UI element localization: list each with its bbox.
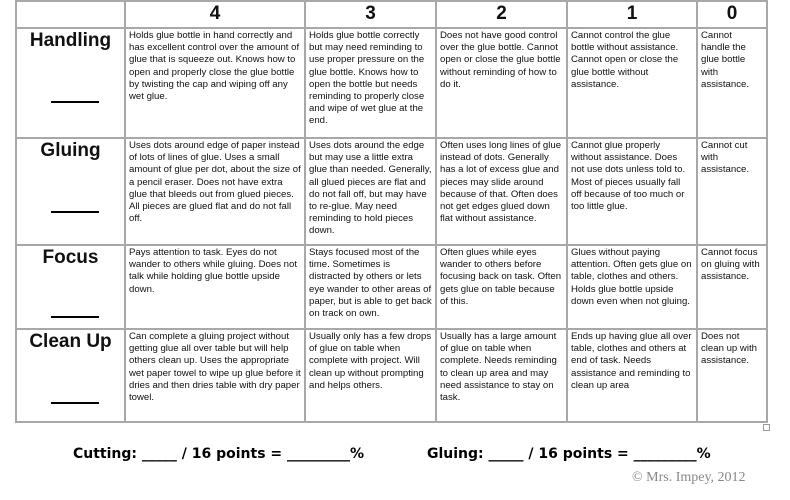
category-cell bbox=[16, 329, 125, 422]
category-cell bbox=[16, 138, 125, 245]
header-blank bbox=[16, 1, 125, 28]
score-blank bbox=[51, 316, 99, 318]
header-score-0: 0 bbox=[697, 1, 767, 28]
cell: Holds glue bottle in hand correctly and has excellent control over the amount of glue that is squeeze out. Knows how to open and properly close the glue bottle by twisting the cap and wiping off any wet glue. bbox=[125, 28, 305, 138]
cell: Usually has a large amount of glue on table when complete. Needs reminding to clean up area and may need assistance to stay on task. bbox=[436, 329, 567, 422]
table-row bbox=[16, 28, 767, 138]
cell: Cannot glue properly without assistance. Does not use dots unless told to. Most of pieces usually fall off because of too much or too little glue. bbox=[567, 138, 697, 245]
category-name: Gluing bbox=[40, 140, 101, 161]
cell: Glues without paying attention. Often gets glue on table, clothes and others. Holds glue bottle upside down even when not gluing. bbox=[567, 245, 697, 329]
category-name: Focus bbox=[42, 247, 99, 268]
cell: Can complete a gluing project without getting glue all over table but will help others clean up. Uses the appropriate wet paper towel to wipe up glue before it dries and then dries table with dry paper towel. bbox=[125, 329, 305, 422]
table-row bbox=[16, 245, 767, 329]
cell: Cannot cut with assistance. bbox=[697, 138, 767, 245]
cell: Stays focused most of the time. Sometimes is distracted by others or lets eye wander to other areas of paper, but is able to get back on track on own. bbox=[305, 245, 436, 329]
cell: Holds glue bottle correctly but may need reminding to use proper pressure on the glue bottle. Knows how to open the bottle but needs reminding to properly close and wipe of wet glue at the end. bbox=[305, 28, 436, 138]
table-row bbox=[16, 138, 767, 245]
header-row bbox=[16, 1, 767, 28]
table-resize-handle[interactable] bbox=[763, 424, 770, 431]
cell: Does not clean up with assistance. bbox=[697, 329, 767, 422]
header-score-2: 2 bbox=[436, 1, 567, 28]
cell: Pays attention to task. Eyes do not wander to others while gluing. Does not talk while holding glue bottle upside down. bbox=[125, 245, 305, 329]
category-name: Clean Up bbox=[29, 331, 112, 352]
cell: Cannot control the glue bottle without assistance. Cannot open or close the glue bottle without assistance. bbox=[567, 28, 697, 138]
score-blank bbox=[51, 211, 99, 213]
cell: Cannot focus on gluing with assistance. bbox=[697, 245, 767, 329]
cell: Usually only has a few drops of glue on table when complete with project. Will clean up without prompting and helps others. bbox=[305, 329, 436, 422]
cutting-score-line: Cutting: _____ / 16 points = _________% bbox=[73, 446, 365, 462]
score-blank bbox=[51, 402, 99, 404]
cell: Often uses long lines of glue instead of dots. Generally has a lot of excess glue and pieces may slide around because of that. Often does not get edges glued down flat without assistance. bbox=[436, 138, 567, 245]
copyright: © Mrs. Impey, 2012 bbox=[632, 470, 746, 485]
header-score-1: 1 bbox=[567, 1, 697, 28]
score-blank bbox=[51, 101, 99, 103]
category-cell bbox=[16, 28, 125, 138]
rubric-table bbox=[15, 0, 768, 423]
table-row bbox=[16, 329, 767, 422]
cell: Cannot handle the glue bottle with assistance. bbox=[697, 28, 767, 138]
category-cell bbox=[16, 245, 125, 329]
category-name: Handling bbox=[29, 30, 112, 51]
cell: Uses dots around the edge but may use a little extra glue than needed. Generally, all glued pieces are flat and do not fall off, but may have to re-glue. May need reminding to hold pieces down. bbox=[305, 138, 436, 245]
cell: Ends up having glue all over table, clothes and others at end of task. Needs assistance and reminding to clean up area bbox=[567, 329, 697, 422]
cell: Uses dots around edge of paper instead of lots of lines of glue. Uses a small amount of glue per dot, about the size of a pencil eraser. Does not have extra glue that bleeds out from glued pieces. All pieces are glued flat and do not fall off. bbox=[125, 138, 305, 245]
gluing-score-line: Gluing: _____ / 16 points = _________% bbox=[427, 446, 711, 462]
header-score-4: 4 bbox=[125, 1, 305, 28]
cell: Does not have good control over the glue bottle. Cannot open or close the glue bottle without reminding of how to do it. bbox=[436, 28, 567, 138]
cell: Often glues while eyes wander to others before focusing back on task. Often gets glue on table because of this. bbox=[436, 245, 567, 329]
header-score-3: 3 bbox=[305, 1, 436, 28]
